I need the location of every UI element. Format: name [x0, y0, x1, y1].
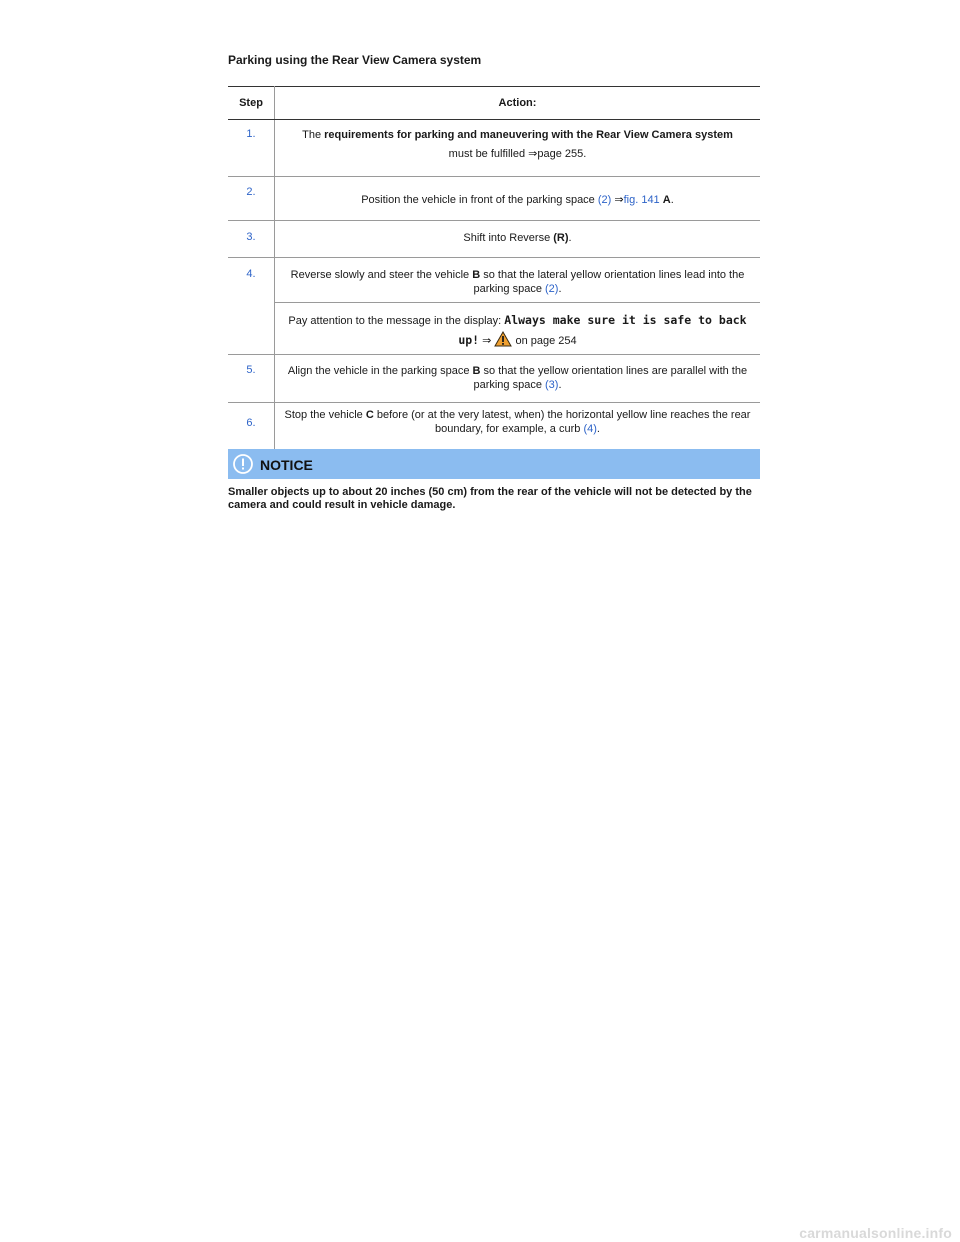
table-row: [228, 221, 760, 258]
table-row: [228, 403, 760, 454]
header-step: Step: [228, 87, 275, 120]
table-row: [228, 258, 760, 303]
footer: [0, 1225, 960, 1242]
step-action: Reverse slowly and steer the vehicle B so that the lateral yellow orientation lines lead into the parking space (2).: [275, 258, 761, 303]
header-action: Action:: [275, 87, 761, 120]
curb-link[interactable]: (4): [583, 423, 597, 435]
parking-space-link[interactable]: (2): [545, 283, 559, 295]
notice-text: Smaller objects up to about 20 inches (50 cm) from the rear of the vehicle will not be detected by the camera and could result in vehicle damage.: [228, 486, 752, 511]
display-message: Always make sure it is safe to back up!: [458, 313, 747, 347]
table-header-row: [228, 87, 760, 120]
notice-title: NOTICE: [260, 457, 313, 473]
step-action-note: Pay attention to the message in the display: Always make sure it is safe to back up! ⇒ on page 254: [275, 303, 761, 355]
step-number[interactable]: 1.: [228, 120, 275, 177]
parking-space-link[interactable]: (3): [545, 379, 559, 391]
steps-table: [228, 86, 760, 454]
warning-triangle-icon[interactable]: [494, 331, 512, 354]
figure-link[interactable]: fig. 141: [623, 194, 660, 206]
step-action: The requirements for parking and maneuvering with the Rear View Camera system must be fulfilled ⇒page 255.: [275, 120, 761, 177]
step-number[interactable]: 5.: [228, 355, 275, 403]
step-number[interactable]: 6.: [228, 403, 275, 454]
step-number[interactable]: 2.: [228, 177, 275, 221]
step-action: Stop the vehicle C before (or at the very latest, when) the horizontal yellow line reaches the rear boundary, for example, a curb (4).: [275, 403, 761, 454]
exclamation-circle-icon: [232, 453, 254, 480]
parking-space-link[interactable]: (2): [597, 194, 612, 206]
table-row: [228, 355, 760, 403]
table-row: [228, 120, 760, 177]
notice-banner: [228, 449, 760, 479]
step-action: Align the vehicle in the parking space B so that the yellow orientation lines are parallel with the parking space (3).: [275, 355, 761, 403]
step-action: Shift into Reverse (R).: [275, 221, 761, 258]
step-action: Position the vehicle in front of the parking space (2) ⇒fig. 141 A.: [275, 177, 761, 221]
table-row: [228, 303, 760, 355]
page-title: Parking using the Rear View Camera system: [228, 53, 482, 67]
watermark-logo: carmanualsonline.info: [799, 1225, 952, 1241]
step-number[interactable]: 4.: [228, 258, 275, 355]
table-row: [228, 177, 760, 221]
step-number[interactable]: 3.: [228, 221, 275, 258]
